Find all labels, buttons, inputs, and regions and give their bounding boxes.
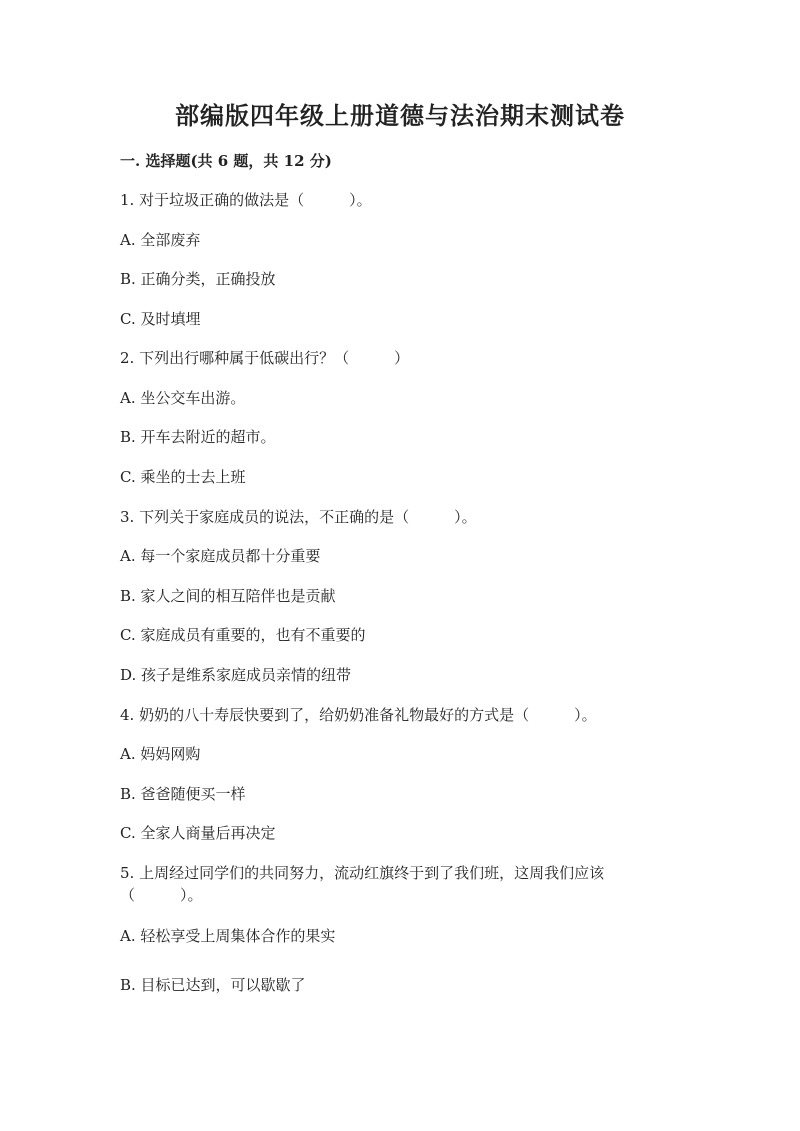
question-3-stem: 3. 下列关于家庭成员的说法，不正确的是（ ）。 xyxy=(120,508,477,526)
question-5-option-a: A. 轻松享受上周集体合作的果实 xyxy=(120,927,336,945)
question-1-stem: 1. 对于垃圾正确的做法是（ ）。 xyxy=(120,191,372,209)
question-5-stem: 5. 上周经过同学们的共同努力，流动红旗终于到了我们班，这周我们应该 xyxy=(120,864,605,882)
question-4-option-c: C. 全家人商量后再决定 xyxy=(120,824,276,842)
question-3-option-a: A. 每一个家庭成员都十分重要 xyxy=(120,547,321,565)
question-4-stem: 4. 奶奶的八十寿辰快要到了，给奶奶准备礼物最好的方式是（ ）。 xyxy=(120,706,597,724)
page-title: 部编版四年级上册道德与法治期末测试卷 xyxy=(175,101,625,130)
question-4-option-a: A. 妈妈网购 xyxy=(120,745,201,763)
question-2-option-b: B. 开车去附近的超市。 xyxy=(120,428,276,446)
question-3-option-b: B. 家人之间的相互陪伴也是贡献 xyxy=(120,587,336,605)
question-5-option-b: B. 目标已达到，可以歇歇了 xyxy=(120,976,306,994)
question-2-option-c: C. 乘坐的士去上班 xyxy=(120,468,246,486)
section-heading: 一. 选择题(共 6 题，共 12 分) xyxy=(120,152,332,170)
question-4-option-b: B. 爸爸随便买一样 xyxy=(120,785,246,803)
question-2-stem: 2. 下列出行哪种属于低碳出行？（ ） xyxy=(120,349,410,367)
question-3-option-c: C. 家庭成员有重要的，也有不重要的 xyxy=(120,626,366,644)
question-2-option-a: A. 坐公交车出游。 xyxy=(120,389,246,407)
question-1-option-c: C. 及时填埋 xyxy=(120,310,201,328)
question-1-option-a: A. 全部废弃 xyxy=(120,231,201,249)
question-3-option-d: D. 孩子是维系家庭成员亲情的纽带 xyxy=(120,666,352,684)
question-1-option-b: B. 正确分类，正确投放 xyxy=(120,270,276,288)
question-5-stem-continued: （ ）。 xyxy=(120,886,203,904)
